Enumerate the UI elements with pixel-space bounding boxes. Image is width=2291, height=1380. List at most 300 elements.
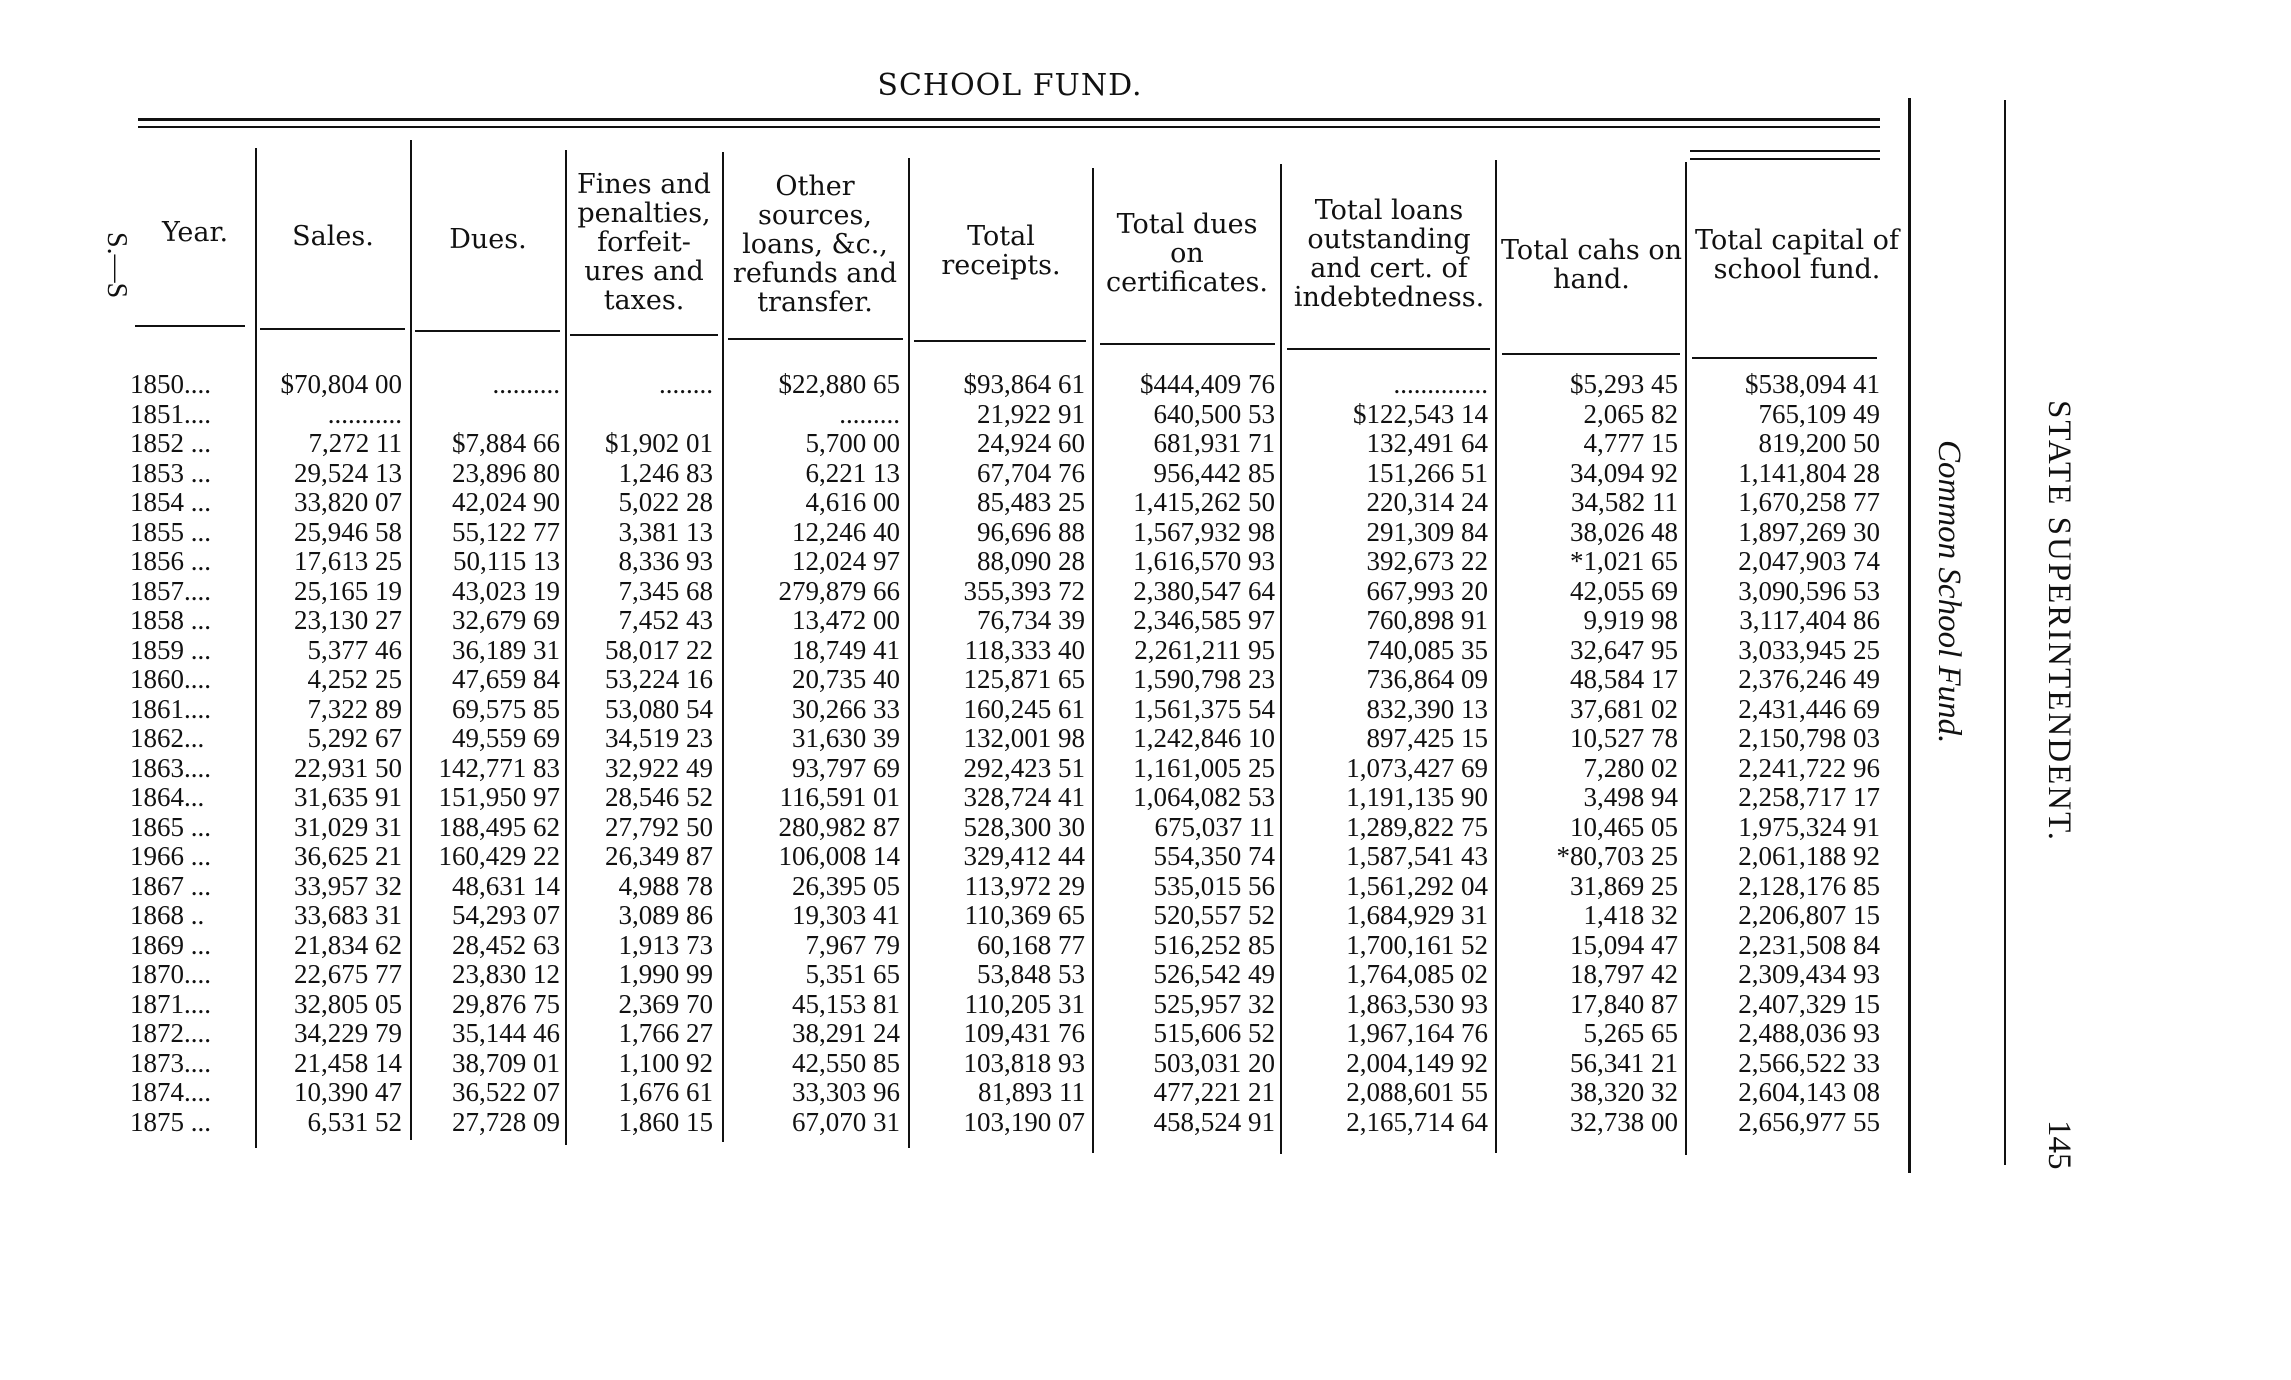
table-cell-dues: .......... [492,369,560,399]
table-cell-capital: 1,975,324 91 [1738,811,1880,842]
page-number: 145 [2041,1120,2077,1170]
table-cell-cash: $5,293 45 [1570,369,1678,399]
table-cell-dues: 29,876 75 [452,988,560,1019]
table-cell-capital: 2,150,798 03 [1738,723,1880,753]
table-cell-year: 1865 ... [130,811,211,842]
table-cell-cash: 2,065 82 [1583,398,1678,429]
table-cell-other: 26,395 05 [792,870,900,901]
table-cell-loans: 1,289,822 75 [1346,811,1488,842]
table-cell-year: 1858 ... [130,605,211,635]
header-other: Other sources, loans, &c., refunds and transfer. [732,171,898,318]
header-loans: Total loans outstanding and cert. of indebtedness. [1293,195,1485,313]
table-cell-fines: 28,546 52 [605,782,713,812]
table-cell-year: 1850.... [130,369,211,399]
table-cell-cash: 15,094 47 [1570,929,1678,960]
table-cell-cash: 4,777 15 [1583,428,1678,458]
column-other [722,370,900,1137]
table-cell-fines: 2,369 70 [618,988,713,1019]
table-cell-receipts: 160,245 61 [963,693,1085,724]
table-cell-capital: 2,241,722 96 [1738,752,1880,783]
table-cell-capital: 2,231,508 84 [1738,929,1880,960]
table-cell-certificates: 956,442 85 [1153,457,1275,488]
table-cell-other: 38,291 24 [792,1018,900,1048]
table-cell-year: 1861.... [130,693,211,724]
table-cell-dues: 47,659 84 [452,664,560,694]
table-cell-capital: 2,258,717 17 [1738,782,1880,812]
column-loans [1280,370,1488,1137]
table-cell-dues: 43,023 19 [452,575,560,606]
table-cell-certificates: $444,409 76 [1140,369,1275,399]
table-cell-other: 6,221 13 [805,457,900,488]
table-cell-receipts: 85,483 25 [977,487,1085,517]
header-underline [1100,343,1275,345]
table-cell-loans: 1,073,427 69 [1346,752,1488,783]
table-cell-capital: 2,376,246 49 [1738,664,1880,694]
table-cell-loans: $122,543 14 [1353,398,1488,429]
table-cell-fines: 58,017 22 [605,634,713,665]
table-cell-year: 1852 ... [130,428,211,458]
table-cell-receipts: 292,423 51 [963,752,1085,783]
table-cell-receipts: 53,848 53 [977,959,1085,989]
header-dues: Dues. [449,224,527,255]
running-head: STATE SUPERINTENDENT. [2041,400,2077,843]
table-cell-cash: 42,055 69 [1570,575,1678,606]
header-underline [728,338,903,340]
table-cell-sales: 22,931 50 [294,752,402,783]
table-cell-cash: 5,265 65 [1583,1018,1678,1048]
table-cell-dues: 48,631 14 [452,870,560,901]
table-cell-certificates: 458,524 91 [1153,1106,1275,1137]
margin-rule [2004,100,2006,1165]
table-cell-certificates: 1,064,082 53 [1133,782,1275,812]
table-cell-receipts: 113,972 29 [964,870,1085,901]
table-cell-receipts: 329,412 44 [963,841,1085,871]
table-cell-certificates: 1,415,262 50 [1133,487,1275,517]
table-cell-receipts: 125,871 65 [963,664,1085,694]
table-cell-sales: 31,635 91 [294,782,402,812]
table-cell-cash: 31,869 25 [1570,870,1678,901]
table-cell-fines [565,400,713,430]
table-cell-dues: 36,189 31 [452,634,560,665]
table-cell-receipts: 528,300 30 [963,811,1085,842]
table-cell-dues: 151,950 97 [438,782,560,812]
table-cell-capital: 2,488,036 93 [1738,1018,1880,1048]
table-cell-certificates: 516,252 85 [1153,929,1275,960]
table-cell-certificates: 520,557 52 [1153,900,1275,930]
table-cell-sales: 31,029 31 [294,811,402,842]
table-cell-cash: 10,527 78 [1570,723,1678,753]
table-cell-other: $22,880 65 [778,369,900,399]
table-cell-certificates: 477,221 21 [1153,1077,1275,1107]
table-cell-sales: 5,377 46 [307,634,402,665]
table-cell-cash: 9,919 98 [1583,605,1678,635]
header-underline [914,340,1086,342]
table-cell-year: 1851.... [130,398,211,429]
header-underline [1502,353,1680,355]
table-cell-other: 106,008 14 [778,841,900,871]
table-cell-sales: 10,390 47 [294,1077,402,1107]
header-underline [1692,357,1877,359]
table-cell-other: 42,550 85 [792,1047,900,1078]
table-cell-year: 1873.... [130,1047,211,1078]
table-cell-receipts: 110,205 31 [964,988,1085,1019]
table-cell-loans: 2,004,149 92 [1346,1047,1488,1078]
table-cell-cash: 1,418 32 [1583,900,1678,930]
header-fines: Fines and penalties, forfeit- ures and taxes. [577,169,711,316]
table-cell-receipts: 355,393 72 [963,575,1085,606]
table-cell-certificates: 1,161,005 25 [1133,752,1275,783]
table-cell-sales: 29,524 13 [294,457,402,488]
table-cell-year: 1869 ... [130,929,211,960]
table-cell-fines: 1,676 61 [618,1077,713,1107]
table-cell-year: 1855 ... [130,516,211,547]
table-cell-receipts: 24,924 60 [977,428,1085,458]
table-cell-year: 1868 .. [130,900,205,930]
table-cell-dues: 28,452 63 [452,929,560,960]
table-cell-loans: 291,309 84 [1366,516,1488,547]
table-cell-capital: 1,141,804 28 [1738,457,1880,488]
table-cell-sales: 25,946 58 [294,516,402,547]
table-cell-loans: 740,085 35 [1366,634,1488,665]
table-cell-fines: 1,246 83 [618,457,713,488]
table-cell-certificates: 503,031 20 [1153,1047,1275,1078]
table-cell-receipts: 60,168 77 [977,929,1085,960]
table-cell-receipts: 81,893 11 [978,1077,1085,1107]
table-cell-loans: 1,561,292 04 [1346,870,1488,901]
table-cell-year: 1874.... [130,1077,211,1107]
table-cell-capital: $538,094 41 [1745,369,1880,399]
table-cell-other: 31,630 39 [792,723,900,753]
table-cell-dues: 50,115 13 [453,546,560,576]
table-cell-loans: 1,700,161 52 [1346,929,1488,960]
table-cell-year: 1871.... [130,988,211,1019]
table-cell-certificates: 675,037 11 [1154,811,1275,842]
table-cell-other: 45,153 81 [792,988,900,1019]
table-cell-loans: 760,898 91 [1366,605,1488,635]
table-cell-year: 1875 ... [130,1106,211,1137]
table-cell-receipts: 88,090 28 [977,546,1085,576]
table-cell-other: 12,024 97 [792,546,900,576]
table-cell-receipts: 109,431 76 [963,1018,1085,1048]
table-cell-other: 4,616 00 [805,487,900,517]
table-cell-year: 1854 ... [130,487,211,517]
table-cell-year: 1860.... [130,664,211,694]
header-underline [415,330,560,332]
table-cell-dues: 54,293 07 [452,900,560,930]
table-cell-year: 1856 ... [130,546,211,576]
table-cell-other: 12,246 40 [792,516,900,547]
table-cell-sales: 21,834 62 [294,929,402,960]
table-cell-sales: 6,531 52 [307,1106,402,1137]
table-cell-year: 1872.... [130,1018,211,1048]
table-cell-loans: 1,684,929 31 [1346,900,1488,930]
table-cell-capital: 2,061,188 92 [1738,841,1880,871]
table-cell-cash: 32,647 95 [1570,634,1678,665]
table-cell-loans: 897,425 15 [1366,723,1488,753]
column-certificates [1085,370,1275,1137]
table-cell-year: 1863.... [130,752,211,783]
table-cell-certificates: 2,261,211 95 [1134,634,1275,665]
table-cell-cash: 37,681 02 [1570,693,1678,724]
table-cell-cash: 56,341 21 [1570,1047,1678,1078]
table-cell-dues: 23,830 12 [452,959,560,989]
table-cell-sales: $70,804 00 [280,369,402,399]
table-right-border [1908,98,1911,1173]
table-cell-loans: 220,314 24 [1366,487,1488,517]
table-cell-other: 19,303 41 [792,900,900,930]
table-cell-loans: 1,863,530 93 [1346,988,1488,1019]
table-cell-fines: 32,922 49 [605,752,713,783]
table-cell-dues: 55,122 77 [452,516,560,547]
table-cell-dues: 27,728 09 [452,1106,560,1137]
table-cell-dues: 35,144 46 [452,1018,560,1048]
table-cell-capital: 2,309,434 93 [1738,959,1880,989]
table-cell-other: 67,070 31 [792,1106,900,1137]
table-cell-other: 5,700 00 [805,428,900,458]
table-cell-sales: 32,805 05 [294,988,402,1019]
side-mark: S.—S [101,232,132,299]
table-cell-sales: 4,252 25 [307,664,402,694]
header-sales: Sales. [292,221,374,252]
header-underline [1287,348,1490,350]
table-cell-receipts: 328,724 41 [963,782,1085,812]
table-cell-cash: 34,094 92 [1570,457,1678,488]
table-cell-cash: 32,738 00 [1570,1106,1678,1137]
table-cell-capital: 1,897,269 30 [1738,516,1880,547]
table-cell-fines: $1,902 01 [605,428,713,458]
table-cell-year: 1857.... [130,575,211,606]
table-cell-sales: 34,229 79 [294,1018,402,1048]
table-cell-certificates: 535,015 56 [1153,870,1275,901]
table-cell-certificates: 1,567,932 98 [1133,516,1275,547]
table-cell-receipts: $93,864 61 [963,369,1085,399]
table-cell-capital: 765,109 49 [1758,398,1880,429]
table-cell-receipts: 96,696 88 [977,516,1085,547]
table-cell-fines: 4,988 78 [618,870,713,901]
table-cell-cash: 17,840 87 [1570,988,1678,1019]
table-cell-sales: 33,820 07 [294,487,402,517]
column-sales [250,370,402,1137]
table-cell-receipts: 67,704 76 [977,457,1085,488]
table-cell-capital: 2,431,446 69 [1738,693,1880,724]
top-rule-inner [138,126,1880,128]
table-cell-fines: 1,860 15 [618,1106,713,1137]
table-cell-capital: 1,670,258 77 [1738,487,1880,517]
table-cell-dues: $7,884 66 [452,428,560,458]
table-cell-loans: 1,967,164 76 [1346,1018,1488,1048]
table-cell-capital: 2,128,176 85 [1738,870,1880,901]
table-cell-fines: 3,089 86 [618,900,713,930]
column-year [130,370,252,1137]
table-cell-certificates: 2,380,547 64 [1133,575,1275,606]
table-cell-capital: 2,206,807 15 [1738,900,1880,930]
header-year: Year. [161,217,229,248]
table-cell-dues: 36,522 07 [452,1077,560,1107]
table-cell-loans: 2,165,714 64 [1346,1106,1488,1137]
table-cell-dues: 69,575 85 [452,693,560,724]
table-cell-sales: 33,683 31 [294,900,402,930]
table-cell-capital: 2,604,143 08 [1738,1077,1880,1107]
table-cell-loans: 2,088,601 55 [1346,1077,1488,1107]
table-cell-certificates: 2,346,585 97 [1133,605,1275,635]
table-cell-fines: 53,080 54 [605,693,713,724]
column-receipts [905,370,1085,1137]
table-cell-other: 93,797 69 [792,752,900,783]
table-cell-fines: 27,792 50 [605,811,713,842]
table-cell-other: 20,735 40 [792,664,900,694]
table-cell-loans: 1,191,135 90 [1346,782,1488,812]
table-cell-receipts: 103,190 07 [963,1106,1085,1137]
table-cell-certificates: 525,957 32 [1153,988,1275,1019]
table-cell-loans: 151,266 51 [1366,457,1488,488]
header-capital: Total capital of school fund. [1695,225,1899,285]
table-cell-receipts: 118,333 40 [964,634,1085,665]
table-cell-fines: 34,519 23 [605,723,713,753]
table-cell-capital: 2,047,903 74 [1738,546,1880,576]
table-cell-other: 7,967 79 [805,929,900,960]
table-cell-other: 5,351 65 [805,959,900,989]
table-cell-certificates: 640,500 53 [1153,398,1275,429]
table-cell-loans: 392,673 22 [1366,546,1488,576]
table-cell-loans: 667,993 20 [1366,575,1488,606]
table-cell-cash: 7,280 02 [1583,752,1678,783]
table-cell-sales: 7,322 89 [307,693,402,724]
table-cell-sales: 33,957 32 [294,870,402,901]
table-cell-certificates: 526,542 49 [1153,959,1275,989]
table-cell-loans: 1,587,541 43 [1346,841,1488,871]
table-cell-year: 1859 ... [130,634,211,665]
page-title: SCHOOL FUND. [877,68,1143,103]
table-cell-sales: 17,613 25 [294,546,402,576]
table-cell-sales: 5,292 67 [307,723,402,753]
table-cell-capital: 2,566,522 33 [1738,1047,1880,1078]
table-cell-certificates: 1,242,846 10 [1133,723,1275,753]
table-cell-dues [410,400,560,430]
table-cell-receipts: 132,001 98 [963,723,1085,753]
table-cell-fines: 7,345 68 [618,575,713,606]
table-cell-loans: 832,390 13 [1366,693,1488,724]
table-cell-sales: 21,458 14 [294,1047,402,1078]
header-underline [135,325,245,327]
table-cell-dues: 32,679 69 [452,605,560,635]
table-cell-certificates: 1,561,375 54 [1133,693,1275,724]
table-cell-fines: 5,022 28 [618,487,713,517]
top-rule-short [1690,150,1880,152]
header-underline [570,334,718,336]
table-cell-capital: 3,033,945 25 [1738,634,1880,665]
top-rule [138,118,1880,121]
table-cell-fines: 1,100 92 [618,1047,713,1078]
table-cell-cash: *80,703 25 [1556,841,1678,871]
table-cell-year: 1853 ... [130,457,211,488]
table-cell-dues: 42,024 90 [452,487,560,517]
table-cell-sales: ........... [327,398,402,429]
table-cell-cash: 48,584 17 [1570,664,1678,694]
table-cell-sales: 23,130 27 [294,605,402,635]
table-cell-capital: 819,200 50 [1758,428,1880,458]
table-cell-dues: 49,559 69 [452,723,560,753]
table-cell-other: 280,982 87 [778,811,900,842]
table-cell-receipts: 76,734 39 [977,605,1085,635]
table-cell-dues: 188,495 62 [438,811,560,842]
table-cell-certificates: 554,350 74 [1153,841,1275,871]
table-cell-fines: 7,452 43 [618,605,713,635]
column-dues [410,370,560,1137]
table-cell-year: 1864... [130,782,205,812]
table-cell-certificates: 1,590,798 23 [1133,664,1275,694]
table-cell-other: 18,749 41 [792,634,900,665]
table-cell-fines: 26,349 87 [605,841,713,871]
table-cell-other: 279,879 66 [778,575,900,606]
table-cell-year: 1862... [130,723,205,753]
table-cell-loans: .............. [1393,369,1488,399]
table-cell-certificates: 515,606 52 [1153,1018,1275,1048]
table-cell-fines: 1,913 73 [618,929,713,960]
table-cell-fines: 1,766 27 [618,1018,713,1048]
table-cell-dues: 38,709 01 [452,1047,560,1078]
table-cell-sales: 22,675 77 [294,959,402,989]
top-rule-short-2 [1690,158,1880,160]
table-cell-capital: 3,090,596 53 [1738,575,1880,606]
column-fines [565,370,713,1137]
column-capital [1680,370,1880,1137]
header-certificates: Total dues on certificates. [1106,209,1268,298]
table-cell-sales: 7,272 11 [308,428,402,458]
table-cell-other: 33,303 96 [792,1077,900,1107]
table-cell-loans: 1,764,085 02 [1346,959,1488,989]
table-cell-capital: 3,117,404 86 [1739,605,1880,635]
table-cell-year: 1870.... [130,959,211,989]
header-cash: Total cahs on hand. [1500,235,1683,295]
table-cell-fines: 1,990 99 [618,959,713,989]
table-cell-cash: *1,021 65 [1570,546,1678,576]
table-cell-capital: 2,407,329 15 [1738,988,1880,1019]
table-cell-dues: 23,896 80 [452,457,560,488]
table-cell-sales: 36,625 21 [294,841,402,871]
table-cell-loans: 132,491 64 [1366,428,1488,458]
table-cell-year: 1867 ... [130,870,211,901]
header-underline [260,328,405,330]
table-cell-other: ......... [839,398,900,429]
table-cell-cash: 34,582 11 [1571,487,1678,517]
table-cell-receipts: 110,369 65 [964,900,1085,930]
table-cell-fines: 8,336 93 [618,546,713,576]
table-cell-cash: 38,320 32 [1570,1077,1678,1107]
table-cell-certificates: 681,931 71 [1153,428,1275,458]
table-cell-certificates: 1,616,570 93 [1133,546,1275,576]
table-cell-year: 1966 ... [130,841,211,871]
column-cash [1492,370,1678,1137]
table-cell-other: 116,591 01 [779,782,900,812]
table-cell-fines: ........ [659,369,713,399]
table-cell-cash: 18,797 42 [1570,959,1678,989]
table-cell-other: 13,472 00 [792,605,900,635]
table-cell-dues: 160,429 22 [438,841,560,871]
table-cell-dues: 142,771 83 [438,752,560,783]
table-cell-capital: 2,656,977 55 [1738,1106,1880,1137]
table-cell-cash: 3,498 94 [1583,782,1678,812]
table-cell-other: 30,266 33 [792,693,900,724]
table-cell-receipts: 21,922 91 [977,398,1085,429]
header-receipts: Total receipts. [941,221,1061,281]
table-cell-receipts: 103,818 93 [963,1047,1085,1078]
table-cell-sales: 25,165 19 [294,575,402,606]
table-cell-fines: 53,224 16 [605,664,713,694]
table-cell-cash: 10,465 05 [1570,811,1678,842]
table-cell-fines: 3,381 13 [618,516,713,547]
table-cell-cash: 38,026 48 [1570,516,1678,547]
table-cell-loans: 736,864 09 [1366,664,1488,694]
